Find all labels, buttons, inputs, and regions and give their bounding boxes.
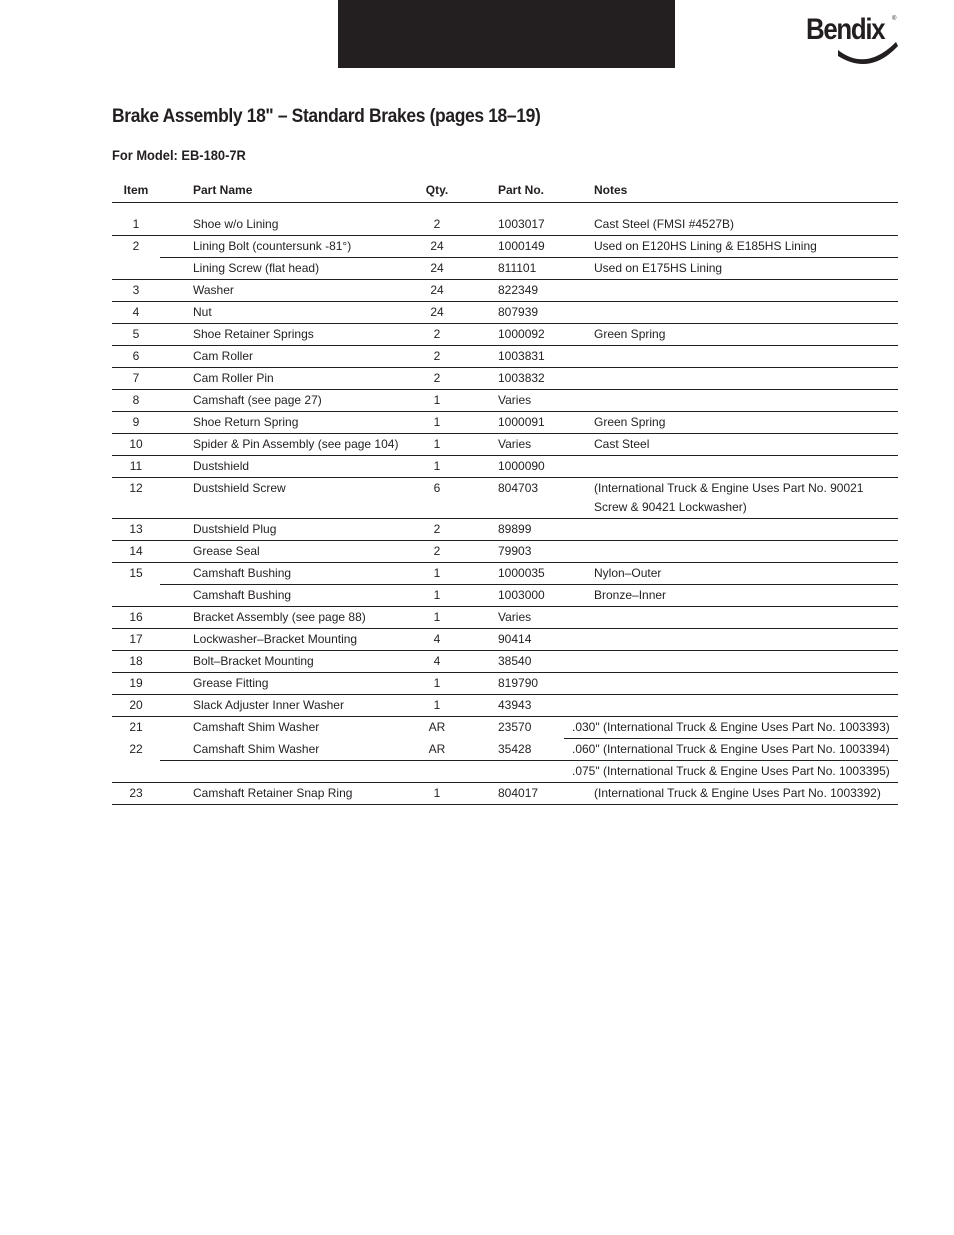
cell-item: 6 — [112, 346, 160, 368]
cell-part-no: 1003832 — [470, 368, 564, 390]
cell-qty: 1 — [404, 390, 470, 412]
cell-item: 4 — [112, 302, 160, 324]
cell-notes — [564, 390, 898, 412]
cell-part-name: Camshaft Bushing — [160, 585, 404, 607]
cell-notes — [564, 280, 898, 302]
cell-qty — [404, 761, 470, 783]
cell-notes — [564, 519, 898, 541]
table-row — [112, 280, 898, 302]
cell-qty: 2 — [404, 368, 470, 390]
header-black-bar — [338, 0, 675, 68]
cell-notes — [564, 541, 898, 563]
cell-item: 20 — [112, 695, 160, 717]
cell-notes: .030" (International Truck & Engine Uses Part No. 1003393) — [564, 717, 898, 739]
table-row — [112, 434, 898, 456]
cell-part-name: Camshaft Shim Washer — [160, 717, 404, 739]
cell-qty: 2 — [404, 214, 470, 236]
cell-item: 15 — [129, 566, 143, 580]
table-row — [112, 717, 898, 739]
cell-notes: Bronze–Inner — [564, 585, 898, 607]
cell-part-no: 1003000 — [470, 585, 564, 607]
cell-part-name: Dustshield Screw — [160, 478, 404, 519]
cell-part-no: 811101 — [470, 258, 564, 280]
cell-item: 7 — [112, 368, 160, 390]
cell-part-no: 79903 — [470, 541, 564, 563]
cell-item: 1 — [112, 214, 160, 236]
cell-item: 10 — [112, 434, 160, 456]
cell-item: 13 — [112, 519, 160, 541]
cell-part-name: Grease Seal — [160, 541, 404, 563]
cell-part-name: Dustshield — [160, 456, 404, 478]
cell-part-no: 38540 — [470, 651, 564, 673]
cell-notes — [564, 346, 898, 368]
cell-part-no: 807939 — [470, 302, 564, 324]
cell-part-name: Washer — [160, 280, 404, 302]
cell-notes: Used on E120HS Lining & E185HS Lining — [564, 236, 898, 258]
cell-part-no: 90414 — [470, 629, 564, 651]
cell-part-no: Varies — [470, 607, 564, 629]
cell-part-no: 89899 — [470, 519, 564, 541]
cell-notes — [564, 302, 898, 324]
logo-registered-mark: ® — [892, 16, 897, 22]
cell-notes: Green Spring — [564, 412, 898, 434]
cell-item: 16 — [112, 607, 160, 629]
cell-part-name: Spider & Pin Assembly (see page 104) — [160, 434, 404, 456]
cell-item: 14 — [112, 541, 160, 563]
cell-notes: .060" (International Truck & Engine Uses Part No. 1003394) — [564, 739, 898, 761]
cell-item: 22 — [129, 742, 143, 756]
cell-item: 9 — [112, 412, 160, 434]
column-header-part-name: Part Name — [160, 178, 404, 203]
cell-part-no: 804703 — [470, 478, 564, 519]
cell-part-name: Nut — [160, 302, 404, 324]
cell-qty: 4 — [404, 629, 470, 651]
cell-part-no: 23570 — [470, 717, 564, 739]
cell-item: 19 — [112, 673, 160, 695]
cell-notes: .075" (International Truck & Engine Uses Part No. 1003395) — [564, 761, 898, 783]
cell-qty: 2 — [404, 324, 470, 346]
cell-notes — [564, 673, 898, 695]
cell-item: 8 — [112, 390, 160, 412]
cell-notes: Cast Steel — [564, 434, 898, 456]
cell-part-no: 1000090 — [470, 456, 564, 478]
cell-item: 21 — [112, 717, 160, 739]
table-row — [112, 478, 898, 519]
cell-qty: 1 — [404, 695, 470, 717]
table-row — [112, 673, 898, 695]
table-row — [112, 324, 898, 346]
cell-notes: Green Spring — [564, 324, 898, 346]
cell-notes: Used on E175HS Lining — [564, 258, 898, 280]
table-row — [112, 346, 898, 368]
cell-item: 18 — [112, 651, 160, 673]
table-row — [112, 236, 898, 258]
cell-part-no: 1000149 — [470, 236, 564, 258]
cell-qty: 24 — [404, 258, 470, 280]
cell-part-no: 35428 — [470, 739, 564, 761]
cell-part-name — [160, 761, 404, 783]
cell-notes — [564, 607, 898, 629]
cell-part-name: Lining Bolt (countersunk -81°) — [160, 236, 404, 258]
cell-qty: 2 — [404, 519, 470, 541]
column-header-item: Item — [112, 178, 160, 203]
cell-part-no: Varies — [470, 434, 564, 456]
table-row — [112, 412, 898, 434]
cell-item — [112, 585, 160, 607]
cell-item: 11 — [112, 456, 160, 478]
cell-notes — [564, 456, 898, 478]
cell-part-no: 43943 — [470, 695, 564, 717]
cell-item: 17 — [112, 629, 160, 651]
column-header-part-no: Part No. — [470, 178, 564, 203]
table-row — [112, 629, 898, 651]
cell-qty: 1 — [404, 585, 470, 607]
cell-part-name: Bolt–Bracket Mounting — [160, 651, 404, 673]
table-row — [112, 695, 898, 717]
cell-qty: 1 — [404, 434, 470, 456]
cell-item: 23 — [112, 783, 160, 805]
cell-part-name: Camshaft Shim Washer — [160, 739, 404, 761]
cell-part-name: Camshaft Retainer Snap Ring — [160, 783, 404, 805]
table-row — [112, 258, 898, 280]
cell-item: 12 — [112, 478, 160, 519]
cell-qty: 2 — [404, 541, 470, 563]
cell-part-name: Camshaft (see page 27) — [160, 390, 404, 412]
cell-notes: (International Truck & Engine Uses Part No. 90021 Screw & 90421 Lockwasher) — [564, 478, 898, 519]
cell-part-name: Lining Screw (flat head) — [160, 258, 404, 280]
cell-part-no: 822349 — [470, 280, 564, 302]
cell-qty: 24 — [404, 280, 470, 302]
cell-part-name: Grease Fitting — [160, 673, 404, 695]
parts-table-body — [112, 203, 898, 805]
cell-qty: AR — [404, 717, 470, 739]
table-row — [112, 519, 898, 541]
table-row — [112, 651, 898, 673]
logo-swoosh-icon — [836, 38, 900, 72]
cell-notes — [564, 368, 898, 390]
cell-item: 5 — [112, 324, 160, 346]
cell-part-no: 1000091 — [470, 412, 564, 434]
table-row — [112, 739, 898, 761]
cell-notes: (International Truck & Engine Uses Part No. 1003392) — [564, 783, 898, 805]
cell-notes: Cast Steel (FMSI #4527B) — [564, 214, 898, 236]
cell-item — [112, 761, 160, 783]
cell-part-name: Dustshield Plug — [160, 519, 404, 541]
cell-part-name: Shoe Retainer Springs — [160, 324, 404, 346]
cell-part-no: 1003831 — [470, 346, 564, 368]
table-row — [112, 214, 898, 236]
model-label: For Model: EB-180-7R — [112, 147, 246, 163]
cell-qty: 2 — [404, 346, 470, 368]
table-row — [112, 607, 898, 629]
table-row — [112, 456, 898, 478]
cell-part-no: 1003017 — [470, 214, 564, 236]
cell-qty: 1 — [404, 783, 470, 805]
table-spacer-row — [112, 203, 898, 215]
table-row — [112, 761, 898, 783]
table-row — [112, 302, 898, 324]
table-row — [112, 563, 898, 585]
cell-qty: 1 — [404, 563, 470, 585]
cell-notes — [564, 695, 898, 717]
table-header-row — [112, 178, 898, 203]
cell-notes — [564, 629, 898, 651]
cell-item — [112, 258, 160, 280]
cell-part-no: Varies — [470, 390, 564, 412]
cell-part-name: Bracket Assembly (see page 88) — [160, 607, 404, 629]
cell-qty: 1 — [404, 456, 470, 478]
cell-notes — [564, 651, 898, 673]
parts-table — [112, 178, 898, 805]
cell-qty: 24 — [404, 236, 470, 258]
cell-item: 3 — [112, 280, 160, 302]
logo-wordmark: Bendix — [806, 13, 885, 46]
table-row — [112, 783, 898, 805]
cell-part-no: 804017 — [470, 783, 564, 805]
cell-part-name: Shoe w/o Lining — [160, 214, 404, 236]
table-row — [112, 368, 898, 390]
cell-qty: 1 — [404, 412, 470, 434]
cell-item: 2 — [132, 239, 140, 253]
cell-qty: 24 — [404, 302, 470, 324]
cell-part-no: 819790 — [470, 673, 564, 695]
cell-part-name: Camshaft Bushing — [160, 563, 404, 585]
cell-qty: 6 — [404, 478, 470, 519]
cell-part-no — [470, 761, 564, 783]
table-row — [112, 541, 898, 563]
cell-part-no: 1000035 — [470, 563, 564, 585]
cell-qty: 1 — [404, 607, 470, 629]
cell-notes: Nylon–Outer — [564, 563, 898, 585]
cell-part-name: Shoe Return Spring — [160, 412, 404, 434]
cell-qty: 4 — [404, 651, 470, 673]
cell-part-name: Lockwasher–Bracket Mounting — [160, 629, 404, 651]
page-title: Brake Assembly 18" – Standard Brakes (pages 18–19) — [112, 106, 541, 127]
bendix-logo — [806, 12, 900, 72]
cell-part-no: 1000092 — [470, 324, 564, 346]
column-header-notes: Notes — [564, 178, 898, 203]
cell-qty: 1 — [404, 673, 470, 695]
cell-part-name: Slack Adjuster Inner Washer — [160, 695, 404, 717]
column-header-qty: Qty. — [404, 178, 470, 203]
cell-part-name: Cam Roller Pin — [160, 368, 404, 390]
table-row — [112, 390, 898, 412]
table-row — [112, 585, 898, 607]
cell-part-name: Cam Roller — [160, 346, 404, 368]
cell-qty: AR — [404, 739, 470, 761]
